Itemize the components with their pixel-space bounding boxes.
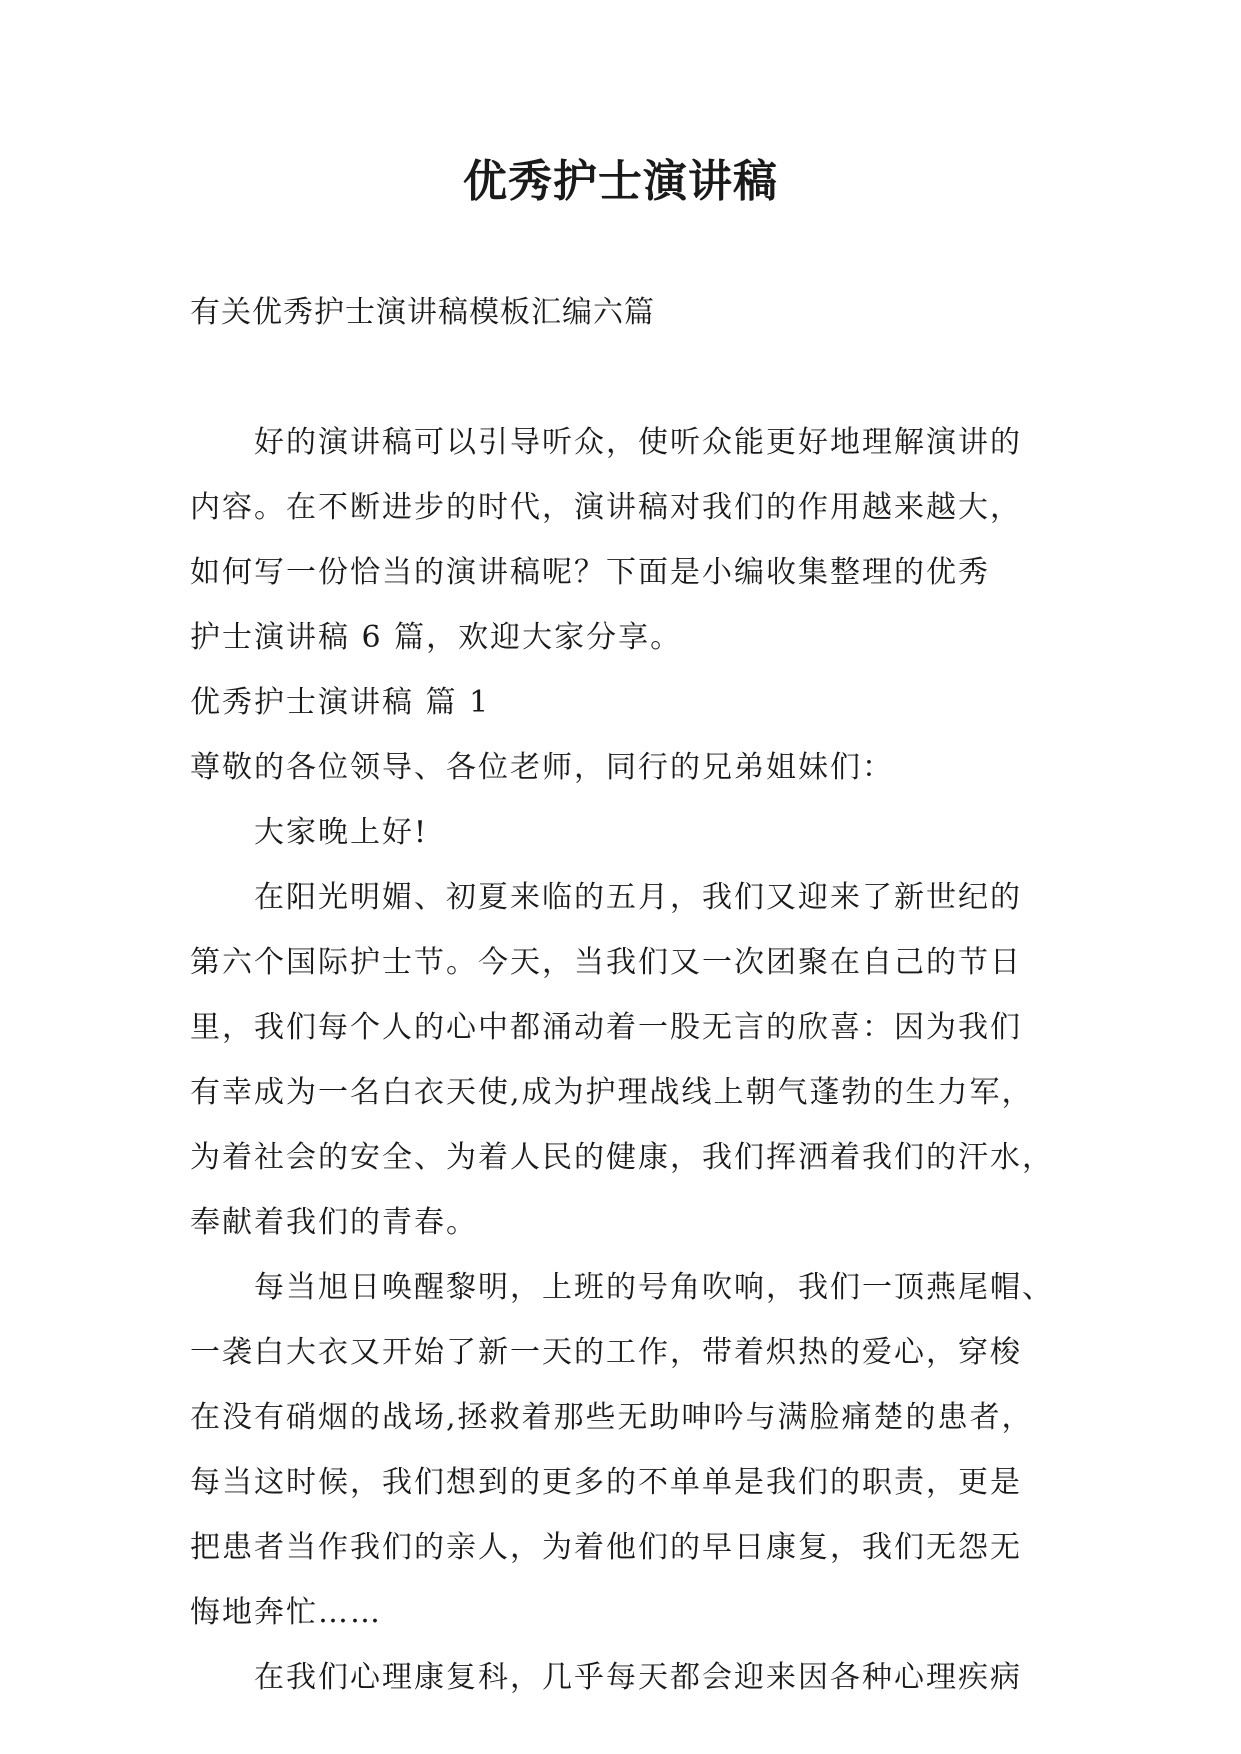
paragraph-line: 里，我们每个人的心中都涌动着一股无言的欣喜：因为我们	[190, 1010, 1022, 1045]
paragraph-line: 内容。在不断进步的时代，演讲稿对我们的作用越来越大，	[190, 490, 1022, 525]
section-heading: 优秀护士演讲稿 篇 1	[190, 685, 491, 720]
paragraph-line: 奉献着我们的青春。	[190, 1205, 478, 1240]
paragraph-line: 护士演讲稿 6 篇，欢迎大家分享。	[190, 620, 683, 655]
paragraph-line: 第六个国际护士节。今天，当我们又一次团聚在自己的节日	[190, 945, 1022, 980]
paragraph-line: 如何写一份恰当的演讲稿呢？下面是小编收集整理的优秀	[190, 555, 990, 590]
paragraph-line: 悔地奔忙……	[190, 1595, 382, 1630]
document-body	[190, 410, 1070, 1710]
paragraph-line: 每当旭日唤醒黎明，上班的号角吹响，我们一顶燕尾帽、	[254, 1270, 1054, 1305]
document-subtitle: 有关优秀护士演讲稿模板汇编六篇	[190, 295, 655, 330]
paragraph-line: 在阳光明媚、初夏来临的五月，我们又迎来了新世纪的	[254, 880, 1022, 915]
paragraph-line: 把患者当作我们的亲人，为着他们的早日康复，我们无怨无	[190, 1530, 1022, 1565]
paragraph-line: 一袭白大衣又开始了新一天的工作，带着炽热的爱心，穿梭	[190, 1335, 1022, 1370]
paragraph-line: 为着社会的安全、为着人民的健康，我们挥洒着我们的汗水，	[190, 1140, 1054, 1175]
paragraph-line: 在我们心理康复科，几乎每天都会迎来因各种心理疾病	[254, 1660, 1022, 1695]
document-title: 优秀护士演讲稿	[463, 156, 778, 207]
paragraph-line: 在没有硝烟的战场,拯救着那些无助呻吟与满脸痛楚的患者，	[190, 1400, 1034, 1435]
greeting-line: 大家晚上好!	[254, 815, 429, 850]
paragraph-line: 有幸成为一名白衣天使,成为护理战线上朝气蓬勃的生力军，	[190, 1075, 1034, 1110]
salutation-line: 尊敬的各位领导、各位老师，同行的兄弟姐妹们：	[190, 750, 894, 785]
paragraph-line: 好的演讲稿可以引导听众，使听众能更好地理解演讲的	[254, 425, 1022, 460]
paragraph-line: 每当这时候，我们想到的更多的不单单是我们的职责，更是	[190, 1465, 1022, 1500]
